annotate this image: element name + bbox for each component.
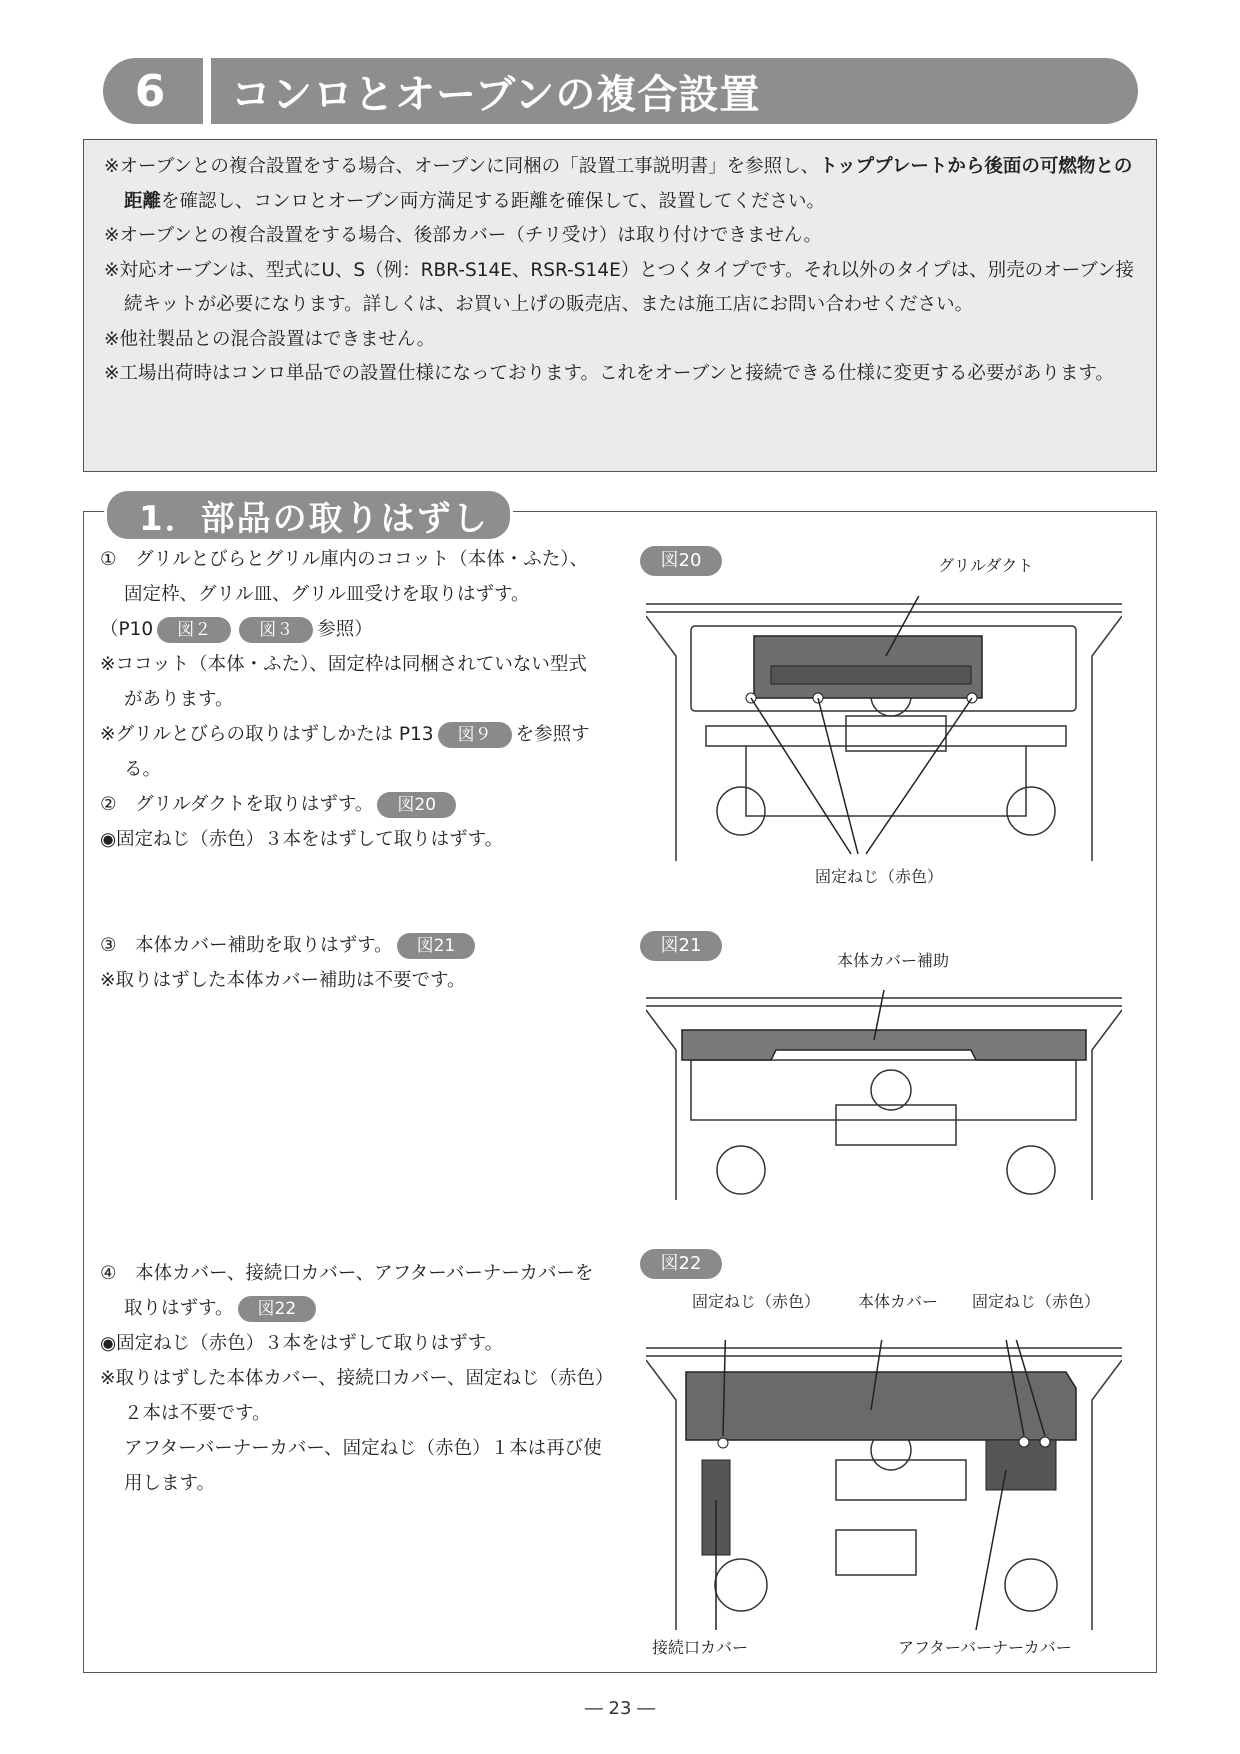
figure-ref-badge[interactable]: 図20 [377,792,456,818]
note-2: ※オーブンとの複合設置をする場合、後部カバー（チリ受け）は取り付けできません。 [104,225,822,246]
callout-connection-cover: 接続口カバー [652,1638,749,1657]
subsection-title: 1．部品の取りはずし [139,498,489,539]
figure-ref-badge[interactable]: 図22 [238,1296,317,1322]
section-divider [203,58,211,124]
caution-notes-box [83,139,1157,472]
section-title: コンロとオーブンの複合設置 [231,71,761,118]
figure-20-illustration [646,596,1122,861]
step-3: ③ 本体カバー補助を取りはずす。 図21 ※取りはずした本体カバー補助は不要です。 [100,928,605,998]
figure-ref-badge[interactable]: 図21 [397,933,476,959]
figure-22-illustration [646,1340,1122,1630]
note-1: ※オーブンとの複合設置をする場合、オーブンに同梱の「設置工事説明書」を参照し、トッププレートから後面の可燃物との距離を確認し、コンロとオーブン両方満足する距離を確保して、設置してください。 [104,156,1133,212]
step-4: ④ 本体カバー、接続口カバー、アフターバーナーカバーを取りはずす。 図22 ◉固定ねじ（赤色）３本をはずして取りはずす。 ※取りはずした本体カバー、接続口カバー、固定ねじ（赤色）２本は不要です。 アフターバーナーカバー、固定ねじ（赤色）１本は再び使用します。 [100,1263,605,1494]
figure-ref-badge[interactable]: 図２ [157,617,231,643]
step-2-line: ② グリルダクトを取りはずす。 図20 [100,787,605,822]
note-3: ※対応オーブンは、型式にU、S（例：RBR-S14E、RSR-S14E）とつくタイプです。それ以外のタイプは、別売のオーブン接続キットが必要になります。詳しくは、お買い上げの販売店、または施工店にお問い合わせください。 [104,259,1134,315]
callout-afterburner-cover: アフターバーナーカバー [898,1638,1072,1657]
page-number: ― 23 ― [584,1698,656,1719]
figure-ref-badge[interactable]: 図９ [438,722,512,748]
section-number: 6 [134,65,166,117]
callout-grill-duct: グリルダクト [938,556,1034,575]
section-header [103,58,1138,124]
subsection-header [104,488,513,542]
callout-fixing-screw-left: 固定ねじ（赤色） [692,1292,821,1311]
figure-20-label: 図20 [640,546,722,576]
callout-body-cover-aux: 本体カバー補助 [837,951,950,970]
figure-21-label: 図21 [640,931,722,961]
callout-body-cover: 本体カバー [858,1292,939,1311]
figure-ref-badge[interactable]: 図３ [239,617,313,643]
note-4: ※他社製品との混合設置はできません。 [104,328,436,350]
step-1-note-2: ※グリルとびらの取りはずしかたは P13 図９ を参照する。 [100,724,590,780]
step-1-ref: （P10 図２ 図３ 参照） [100,612,605,647]
figure-21-illustration [646,990,1122,1200]
figure-22-label: 図22 [640,1249,722,1279]
step-1: ① グリルとびらとグリル庫内のココット（本体・ふた）、固定枠、グリル皿、グリル皿受けを取りはずす。 （P10 図２ 図３ 参照） ※ココット（本体・ふた）、固定枠は同梱されていない型式があります。 ※グリルとびらの取りはずしかたは P13 図９ を参照する。 ② グリルダクトを取りはずす。 図20 ◉固定ねじ（赤色）３本をはずして取りはずす。 [100,542,605,857]
callout-fixing-screw-right: 固定ねじ（赤色） [972,1292,1101,1311]
note-5: ※工場出荷時はコンロ単品での設置仕様になっております。これをオーブンと接続できる仕様に変更する必要があります。 [104,363,1114,384]
callout-fixing-screws: 固定ねじ（赤色） [815,867,944,886]
